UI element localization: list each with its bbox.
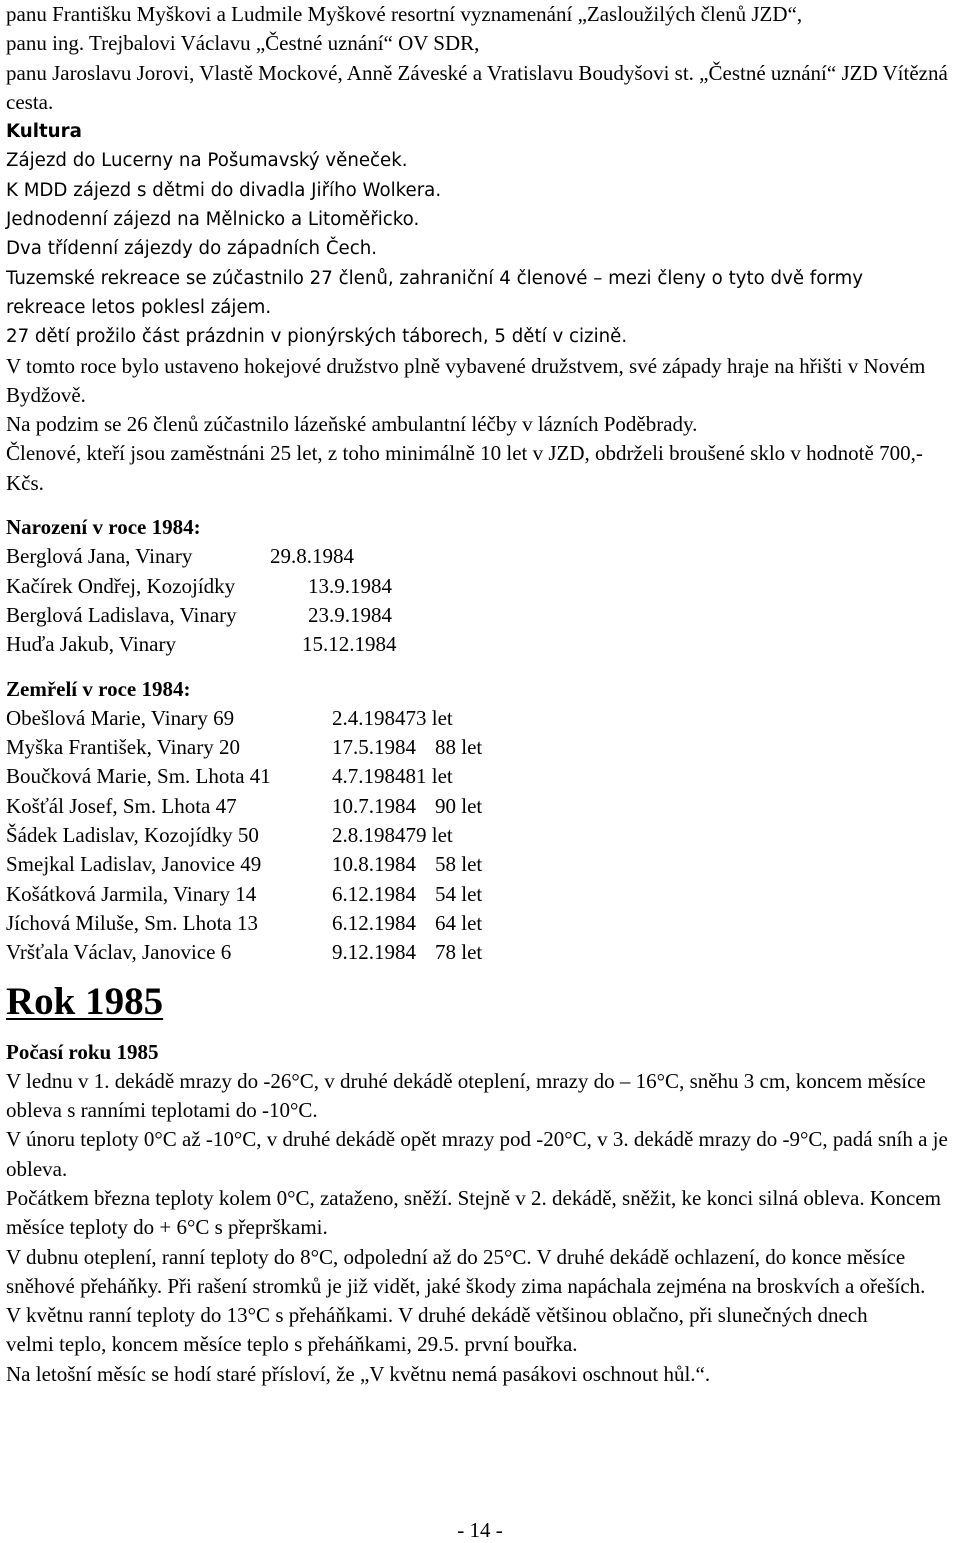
- list-item: [6, 792, 954, 821]
- person-name: Myška František, Vinary 20: [6, 735, 240, 760]
- list-item: [6, 572, 954, 601]
- list-item: [6, 542, 954, 571]
- weather-paragraph: Počátkem března teploty kolem 0°C, zataženo, sněží. Stejně v 2. dekádě, sněžit, ke konci silná obleva. Koncem měsíce teploty do + 6°C s přeprškami.: [6, 1185, 942, 1240]
- age: 73 let: [405, 705, 453, 730]
- death-date: 6.12.1984: [332, 881, 416, 906]
- weather-paragraph: V dubnu oteplení, ranní teploty do 8°C, odpolední až do 25°C. V druhé dekádě ochlazení, do konce měsíce sněhové přeháňky. Při rašení stromků je již vidět, jaké škody zima napáchala zejména na broskvích a ořeších.: [6, 1244, 926, 1298]
- person-name: Smejkal Ladislav, Janovice 49: [6, 852, 262, 877]
- death-date: 17.5.1984: [332, 735, 416, 760]
- birth-date: 23.9.1984: [308, 602, 392, 627]
- culture-item: Zájezd do Lucerny na Pošumavský věneček.: [6, 150, 408, 172]
- culture-item: Tuzemské rekreace se zúčastnilo 27 členů, zahraniční 4 členové – mezi členy o tyto dvě formy rekreace letos poklesl zájem.: [6, 267, 863, 318]
- death-date: 10.7.1984: [332, 793, 416, 818]
- weather-paragraph: V lednu v 1. dekádě mrazy do -26°C, v druhé dekádě oteplení, mrazy do – 16°C, sněhu 3 cm, koncem měsíce obleva s ranními teplotami do -10°C.: [6, 1068, 926, 1123]
- award-line: panu ing. Trejbalovi Václavu „Čestné uznání“ OV SDR,: [6, 31, 480, 56]
- section-heading: Počasí roku 1985: [6, 1039, 159, 1064]
- age: 78 let: [435, 940, 483, 965]
- culture-paragraph: Na podzim se 26 členů zúčastnilo lázeňské ambulantní léčby v lázních Poděbrady.: [6, 412, 698, 437]
- culture-paragraph: V tomto roce bylo ustaveno hokejové družstvo plně vybavené družstvem, své západy hraje na hřišti v Novém Bydžově.: [6, 353, 926, 407]
- death-date: 2.8.1984: [332, 823, 406, 848]
- culture-item: Jednodenní zájezd na Mělnicko a Litoměřicko.: [6, 209, 420, 231]
- person-name: Vršťala Václav, Janovice 6: [6, 940, 232, 965]
- culture-item: K MDD zájezd s dětmi do divadla Jiřího Wolkera.: [6, 179, 442, 201]
- birth-date: 13.9.1984: [308, 573, 392, 598]
- person-name: Kačírek Ondřej, Kozojídky: [6, 573, 236, 598]
- person-name: Huďa Jakub, Vinary: [6, 632, 176, 657]
- deaths-section: [6, 675, 954, 968]
- section-heading: Narození v roce 1984:: [6, 515, 201, 540]
- award-line: panu Jaroslavu Jorovi, Vlastě Mockové, Anně Záveské a Vratislavu Boudyšovi st. „Čestné uznání“ JZD Vítězná cesta.: [6, 60, 948, 114]
- weather-paragraph: V únoru teploty 0°C až -10°C, v druhé dekádě opět mrazy pod -20°C, v 3. dekádě mrazy do -9°C, padá sníh a je obleva.: [6, 1127, 948, 1181]
- death-date: 4.7.1984: [332, 764, 406, 789]
- list-item: [6, 762, 954, 791]
- person-name: Šádek Ladislav, Kozojídky 50: [6, 823, 259, 848]
- section-heading: Zemřelí v roce 1984:: [6, 676, 191, 701]
- year-heading: Rok 1985: [6, 979, 164, 1023]
- award-line: panu Františku Myškovi a Ludmile Myškové resortní vyznamenání „Zasloužilých členů JZD“,: [6, 2, 803, 26]
- weather-paragraph: V květnu ranní teploty do 13°C s přeháňkami. V druhé dekádě většinou oblačno, při slunečných dnech velmi teplo, koncem měsíce teplo s přeháňkami, 29.5. první bouřka.: [6, 1303, 868, 1357]
- death-date: 2.4.1984: [332, 705, 406, 730]
- birth-date: 15.12.1984: [302, 632, 397, 657]
- list-item: [6, 704, 954, 733]
- person-name: Košťál Josef, Sm. Lhota 47: [6, 793, 237, 818]
- person-name: Jíchová Miluše, Sm. Lhota 13: [6, 910, 258, 935]
- list-item: [6, 909, 954, 938]
- list-item: [6, 938, 954, 967]
- culture-item: 27 dětí prožilo část prázdnin v pionýrských táborech, 5 dětí v cizině.: [6, 326, 628, 348]
- list-item: [6, 821, 954, 850]
- person-name: Berglová Ladislava, Vinary: [6, 602, 237, 627]
- births-section: [6, 513, 954, 659]
- age: 79 let: [405, 823, 453, 848]
- age: 58 let: [435, 852, 483, 877]
- list-item: [6, 630, 954, 659]
- list-item: [6, 733, 954, 762]
- person-name: Berglová Jana, Vinary: [6, 544, 193, 569]
- weather-paragraph: Na letošní měsíc se hodí staré přísloví, že „V květnu nemá pasákovi oschnout hůl.“.: [6, 1361, 711, 1386]
- age: 90 let: [435, 793, 483, 818]
- age: 64 let: [435, 910, 483, 935]
- person-name: Obešlová Marie, Vinary 69: [6, 705, 235, 730]
- section-heading: Kultura: [6, 121, 82, 143]
- list-item: [6, 601, 954, 630]
- list-item: [6, 880, 954, 909]
- culture-section: [6, 117, 954, 498]
- page-number: - 14 -: [457, 1518, 503, 1542]
- birth-date: 29.8.1984: [270, 544, 354, 569]
- weather-section: [6, 1038, 954, 1390]
- awards-section: [6, 0, 954, 117]
- age: 54 let: [435, 881, 483, 906]
- person-name: Boučková Marie, Sm. Lhota 41: [6, 764, 271, 789]
- death-date: 9.12.1984: [332, 940, 416, 965]
- document-page: [6, 0, 954, 1389]
- death-date: 6.12.1984: [332, 910, 416, 935]
- culture-paragraph: Členové, kteří jsou zaměstnáni 25 let, z toho minimálně 10 let v JZD, obdrželi broušené sklo v hodnotě 700,- Kčs.: [6, 441, 923, 495]
- person-name: Košátková Jarmila, Vinary 14: [6, 881, 257, 906]
- age: 88 let: [435, 735, 483, 760]
- age: 81 let: [405, 764, 453, 789]
- culture-item: Dva třídenní zájezdy do západních Čech.: [6, 238, 378, 260]
- death-date: 10.8.1984: [332, 852, 416, 877]
- list-item: [6, 850, 954, 879]
